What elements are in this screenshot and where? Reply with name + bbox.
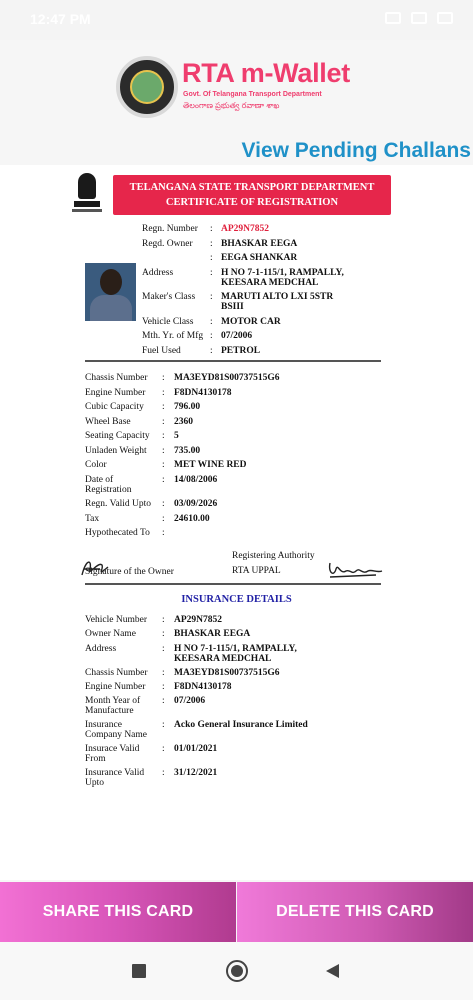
field-separator: :	[162, 744, 165, 754]
field-value: 01/01/2021	[174, 744, 218, 754]
certificate-header	[113, 175, 391, 215]
field-value: 31/12/2021	[174, 768, 218, 778]
field-row	[85, 528, 381, 550]
field-separator: :	[162, 373, 165, 383]
field-separator: :	[162, 615, 165, 625]
rta-signature-icon	[326, 559, 384, 581]
field-value: F8DN4130178	[174, 682, 232, 692]
field-value: PETROL	[221, 346, 261, 356]
field-value: 2360	[174, 417, 193, 427]
field-label: Insurace Valid From	[85, 744, 140, 764]
field-value: 24610.00	[174, 514, 210, 524]
section-divider	[85, 360, 381, 362]
field-separator: :	[210, 331, 213, 341]
field-row	[142, 268, 382, 290]
insurance-title: INSURANCE DETAILS	[181, 594, 292, 605]
field-label: Maker's Class	[142, 292, 196, 302]
field-value: 5	[174, 431, 179, 441]
field-row	[142, 346, 382, 368]
delete-card-button[interactable]: DELETE THIS CARD	[237, 882, 473, 942]
field-separator: :	[162, 475, 165, 485]
field-separator: :	[162, 402, 165, 412]
field-value: AP29N7852	[174, 615, 223, 625]
field-separator: :	[210, 268, 213, 278]
field-separator: :	[162, 768, 165, 778]
field-value: 735.00	[174, 446, 201, 456]
field-label: Regn. Valid Upto	[85, 499, 152, 509]
field-value: 07/2006	[174, 696, 206, 706]
field-separator: :	[162, 388, 165, 398]
field-separator: :	[162, 720, 165, 730]
field-label: Cubic Capacity	[85, 402, 144, 412]
field-value: Acko General Insurance Limited	[174, 720, 308, 730]
field-separator: :	[210, 239, 213, 249]
status-icons	[385, 12, 453, 24]
certificate-header-line2: CERTIFICATE OF REGISTRATION	[165, 197, 339, 208]
registration-certificate: TELANGANA STATE TRANSPORT DEPARTMENT CERTIFICATE OF REGISTRATION Regn. Number : AP29N7852 Regd. Owner : BHASKAR EEGA : EEGA SHANKAR Address : H NO 7-1-115/1, RAMPALLY, KEESARA MEDCHAL Maker's Class : MARUTI ALTO LXI 5STR BSIII Vehicle Class : MOTOR CAR Mth. Yr. of Mfg : 07/2006 Fuel Used : PETROL Chassis Number : MA3EYD81S00737515G6 Engine Number : F8DN4130178 Cubic Capacity : 796.00 Wheel Base : 2360 Seating Capacity : 5 Unladen Weight : 735.00 Color : MET WINE RED Date of Registration : 14/08/2006 Regn. Valid Upto : 03/09/2026 Tax : 24610.00 Hypothecated To : Registering Authority RTA UPPAL Signature of the Owner INSURANCE DETAILS Vehicle Number : AP29N7852 Owner Name : BHASKAR EEGA Address : H NO 7-1-115/1, RAMPALLY, KEESARA MEDCHAL Chassis Number : MA3EYD81S00737515G6 Engine Number : F8DN4130178 Month Year of Manufacture : 07/2006 Insurance Company Name : Acko General Insurance Limited Insurace Valid From : 01/01/2021 Insurance Valid Upto : 31/12/2021	[0, 165, 473, 880]
field-row	[85, 644, 381, 666]
field-value: BHASKAR EEGA	[221, 239, 298, 249]
field-value: MET WINE RED	[174, 460, 247, 470]
field-label: Engine Number	[85, 682, 146, 692]
field-separator: :	[210, 292, 213, 302]
field-value: 03/09/2026	[174, 499, 218, 509]
field-label: Address	[142, 268, 174, 278]
field-separator: :	[162, 528, 165, 538]
field-label: Owner Name	[85, 629, 136, 639]
field-row	[85, 768, 381, 790]
field-label: Date of Registration	[85, 475, 132, 495]
navigation-bar	[0, 942, 473, 1000]
brand-title: RTA m-Wallet	[182, 58, 350, 88]
field-value: 14/08/2006	[174, 475, 218, 485]
wifi-icon	[385, 12, 401, 24]
field-separator: :	[162, 446, 165, 456]
field-separator: :	[162, 644, 165, 654]
field-label: Fuel Used	[142, 346, 181, 356]
field-label: Engine Number	[85, 388, 146, 398]
field-label: Tax	[85, 514, 100, 524]
recent-apps-icon[interactable]	[132, 964, 146, 978]
field-label: Chassis Number	[85, 373, 148, 383]
share-card-button[interactable]: SHARE THIS CARD	[0, 882, 236, 942]
field-label: Month Year of Manufacture	[85, 696, 141, 716]
field-value: F8DN4130178	[174, 388, 232, 398]
home-icon[interactable]	[226, 960, 248, 982]
field-label: Vehicle Number	[85, 615, 147, 625]
field-value: 796.00	[174, 402, 201, 412]
signal-icon	[411, 12, 427, 24]
field-separator: :	[162, 460, 165, 470]
field-label: Vehicle Class	[142, 317, 194, 327]
field-row	[85, 744, 381, 766]
field-separator: :	[162, 514, 165, 524]
field-separator: :	[210, 253, 213, 263]
field-label: Insurance Valid Upto	[85, 768, 145, 788]
field-value: BHASKAR EEGA	[174, 629, 251, 639]
field-value: H NO 7-1-115/1, RAMPALLY, KEESARA MEDCHAL	[174, 644, 297, 664]
field-label: Seating Capacity	[85, 431, 150, 441]
field-row	[85, 720, 381, 742]
field-label: Regd. Owner	[142, 239, 193, 249]
field-separator: :	[210, 346, 213, 356]
field-row	[85, 696, 381, 718]
field-separator: :	[162, 499, 165, 509]
field-separator: :	[162, 682, 165, 692]
field-value: MOTOR CAR	[221, 317, 281, 327]
telangana-emblem-icon	[116, 56, 178, 118]
field-value: AP29N7852	[221, 224, 270, 234]
field-label: Color	[85, 460, 107, 470]
app-logo	[116, 56, 366, 118]
field-label: Insurance Company Name	[85, 720, 148, 740]
owner-photo	[85, 263, 136, 321]
section-divider	[85, 583, 381, 585]
field-label: Address	[85, 644, 117, 654]
field-separator: :	[162, 417, 165, 427]
field-label: Wheel Base	[85, 417, 131, 427]
field-separator: :	[162, 668, 165, 678]
brand-telugu: తెలంగాణ ప్రభుత్వ రవాణా శాఖ	[183, 101, 280, 110]
field-separator: :	[162, 629, 165, 639]
field-value: MA3EYD81S00737515G6	[174, 373, 280, 383]
field-value: EEGA SHANKAR	[221, 253, 298, 263]
certificate-header-line1: TELANGANA STATE TRANSPORT DEPARTMENT	[129, 182, 375, 193]
back-icon[interactable]	[326, 964, 339, 978]
field-value: H NO 7-1-115/1, RAMPALLY, KEESARA MEDCHAL	[221, 268, 344, 288]
field-label: Regn. Number	[142, 224, 198, 234]
field-separator: :	[162, 431, 165, 441]
field-row	[142, 292, 382, 314]
field-label: Chassis Number	[85, 668, 148, 678]
brand-subtitle: Govt. Of Telangana Transport Department	[183, 91, 322, 98]
view-pending-challans-link[interactable]: View Pending Challans	[241, 139, 471, 162]
field-separator: :	[210, 317, 213, 327]
status-time: 12:47 PM	[30, 11, 91, 27]
status-bar	[0, 0, 473, 40]
field-value: MA3EYD81S00737515G6	[174, 668, 280, 678]
field-separator: :	[162, 696, 165, 706]
battery-icon	[437, 12, 453, 24]
field-separator: :	[210, 224, 213, 234]
field-label: Unladen Weight	[85, 446, 147, 456]
field-label: Mth. Yr. of Mfg	[142, 331, 204, 341]
field-value: MARUTI ALTO LXI 5STR BSIII	[221, 292, 334, 312]
national-emblem-icon	[72, 173, 102, 215]
field-value: 07/2006	[221, 331, 253, 341]
field-label: Hypothecated To	[85, 528, 150, 538]
owner-signature-icon	[78, 555, 118, 581]
field-row	[85, 475, 381, 497]
